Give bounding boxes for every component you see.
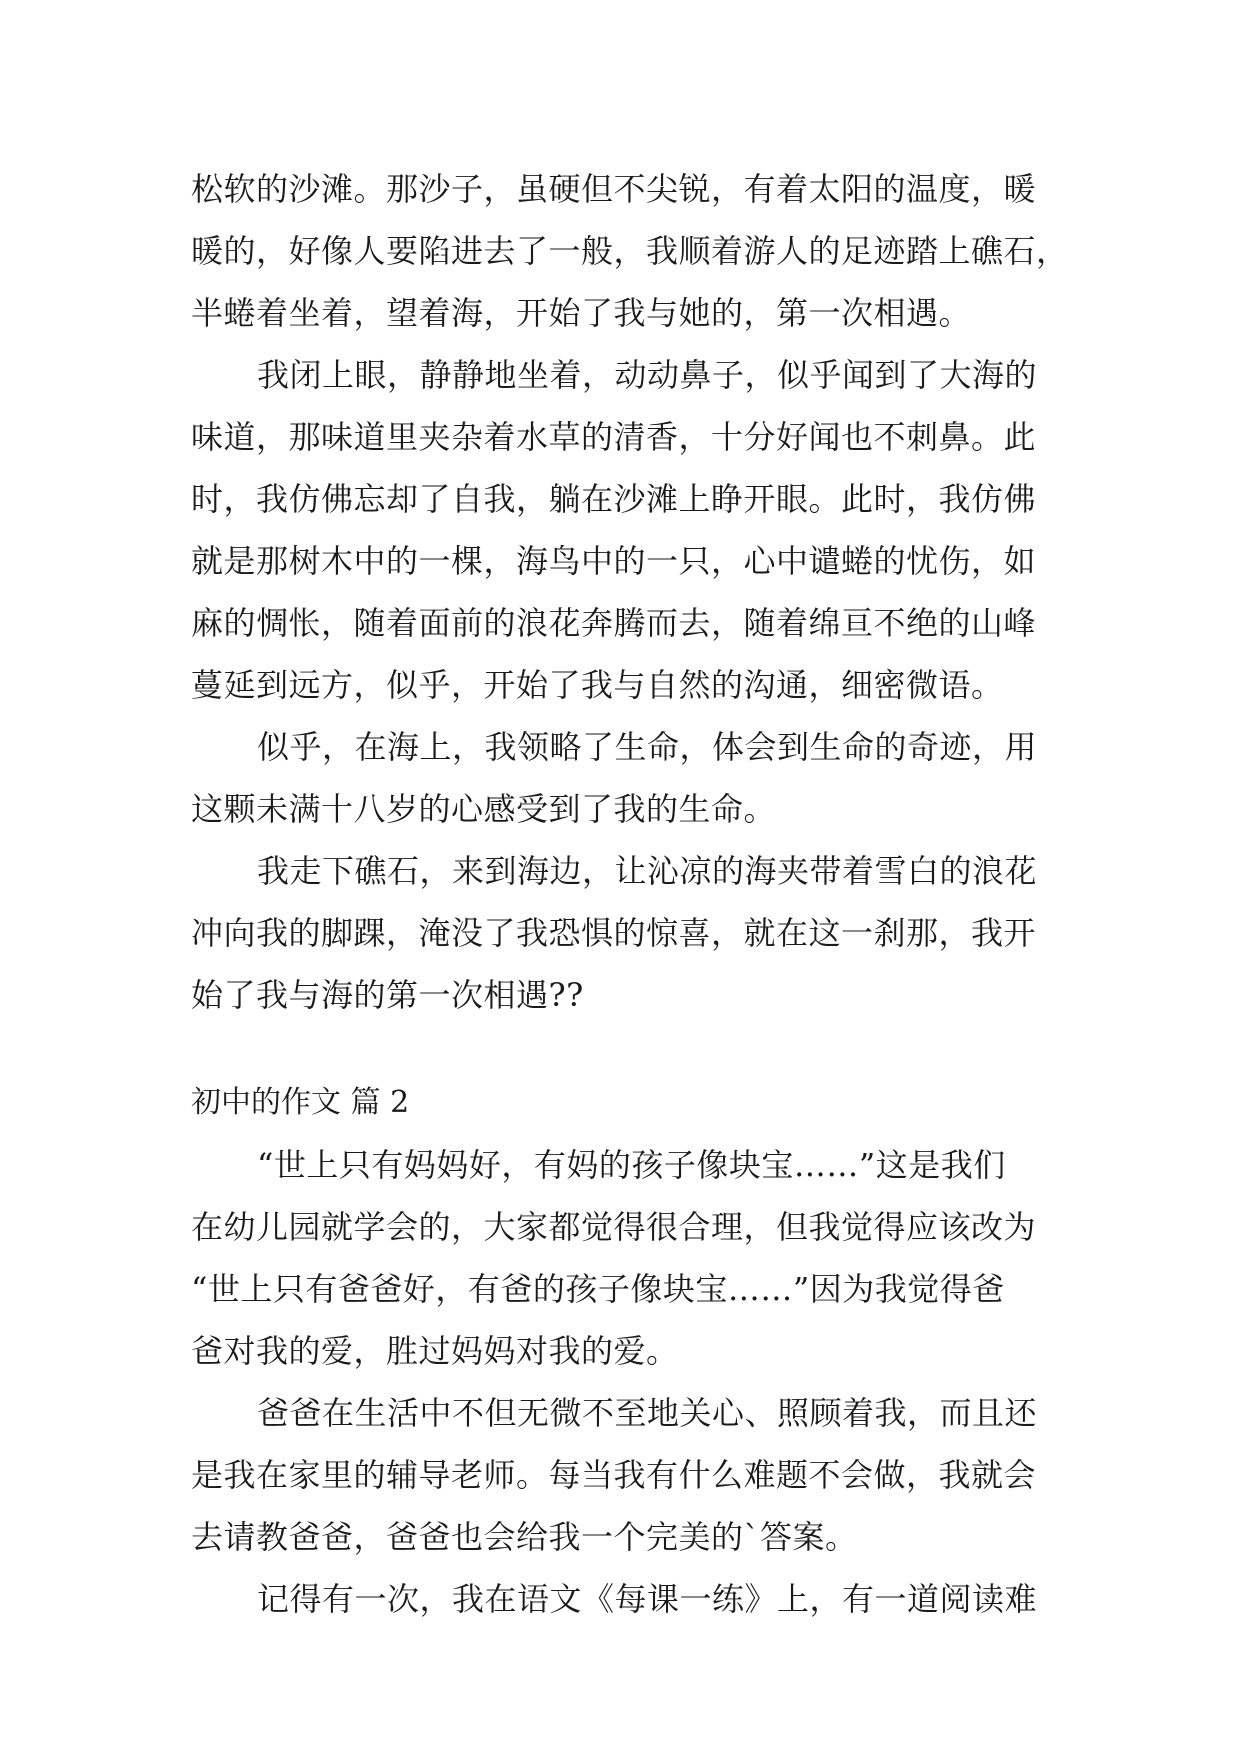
- text-line: “世上只有爸爸好，有爸的孩子像块宝……”因为我觉得爸: [191, 1270, 1005, 1308]
- paragraph: [191, 344, 1051, 716]
- text-line: 就是那树木中的一棵，海鸟中的一只，心中谴蜷的忧伤，如: [191, 542, 1037, 580]
- paragraph: [191, 158, 1069, 344]
- text-line: 去请教爸爸，爸爸也会给我一个完美的`答案。: [191, 1518, 858, 1556]
- document-body: [191, 158, 1069, 1630]
- text-line: 味道，那味道里夹杂着水草的清香，十分好闻也不刺鼻。此: [191, 418, 1037, 456]
- text-line: 这颗未满十八岁的心感受到了我的生命。: [191, 790, 777, 828]
- section-spacer: [191, 1026, 1051, 1072]
- text-line: 麻的惆怅，随着面前的浪花奔腾而去，随着绵亘不绝的山峰: [191, 604, 1037, 642]
- text-line: 时，我仿佛忘却了自我，躺在沙滩上睁开眼。此时，我仿佛: [191, 480, 1037, 518]
- paragraph: [191, 840, 1051, 1026]
- text-line: 是我在家里的辅导老师。每当我有什么难题不会做，我就会: [191, 1456, 1037, 1494]
- text-line: 冲向我的脚踝，淹没了我恐惧的惊喜，就在这一刹那，我开: [191, 914, 1037, 952]
- text-line: 蔓延到远方，似乎，开始了我与自然的沟通，细密微语。: [191, 666, 1004, 704]
- text-line: 我闭上眼，静静地坐着，动动鼻子，似乎闻到了大海的: [257, 356, 1038, 394]
- text-line: 暖的，好像人要陷进去了一般，我顺着游人的足迹踏上礁石，: [191, 232, 1069, 270]
- text-line: 记得有一次，我在语文《每课一练》上，有一道阅读难: [257, 1580, 1038, 1618]
- text-line: 在幼儿园就学会的，大家都觉得很合理，但我觉得应该改为: [191, 1208, 1037, 1246]
- paragraph: [191, 1134, 1051, 1382]
- text-line: 半蜷着坐着，望着海，开始了我与她的，第一次相遇。: [191, 294, 972, 332]
- essay-heading: 初中的作文 篇 2: [191, 1085, 410, 1120]
- paragraph: [191, 1382, 1051, 1568]
- text-line: 松软的沙滩。那沙子，虽硬但不尖锐，有着太阳的温度，暖: [191, 170, 1037, 208]
- text-line: 始了我与海的第一次相遇??: [191, 976, 584, 1014]
- paragraph: [191, 716, 1051, 840]
- paragraph: [191, 1568, 1051, 1630]
- text-line: 爸对我的爱，胜过妈妈对我的爱。: [191, 1332, 679, 1370]
- text-line: 爸爸在生活中不但无微不至地关心、照顾着我，而且还: [257, 1394, 1038, 1432]
- text-line: 我走下礁石，来到海边，让沁凉的海夹带着雪白的浪花: [257, 852, 1038, 890]
- text-line: “世上只有妈妈好，有妈的孩子像块宝……”这是我们: [257, 1146, 1006, 1184]
- text-line: 似乎，在海上，我领略了生命，体会到生命的奇迹，用: [257, 728, 1038, 766]
